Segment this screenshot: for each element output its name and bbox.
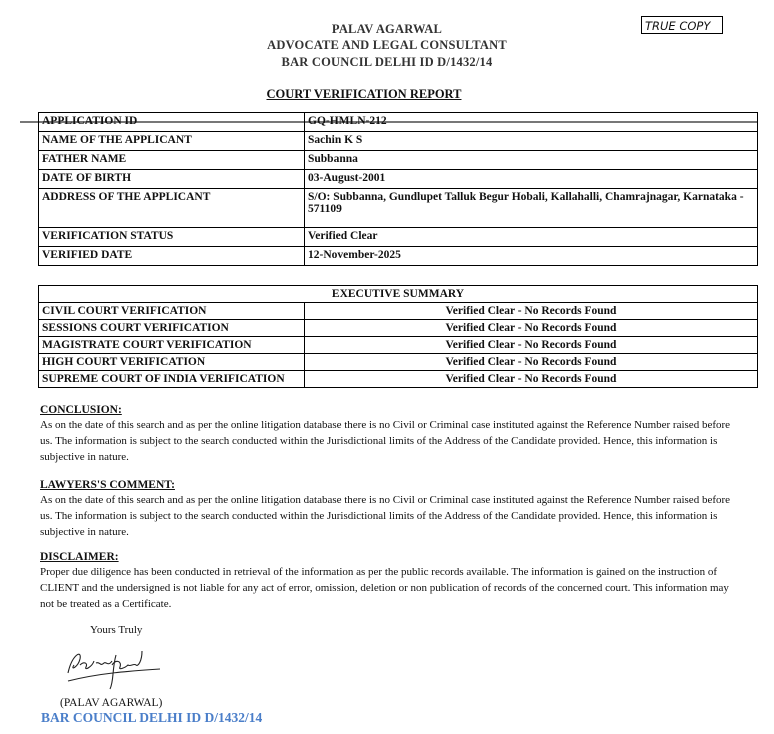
detail-value: Verified Clear xyxy=(305,228,758,247)
court-result: Verified Clear - No Records Found xyxy=(305,320,758,337)
summary-row xyxy=(39,337,758,354)
true-copy-stamp: TRUE COPY xyxy=(641,16,723,34)
detail-value: S/O: Subbanna, Gundlupet Talluk Begur Hobali, Kallahalli, Chamrajnagar, Karnataka - 571109 xyxy=(305,189,758,228)
lawyer-name: PALAV AGARWAL xyxy=(331,22,443,36)
disclaimer-section xyxy=(40,550,740,612)
lawyers-comment-section xyxy=(40,478,740,540)
detail-label: VERIFIED DATE xyxy=(39,247,305,266)
signatory-name: (PALAV AGARWAL) xyxy=(60,697,163,709)
court-result: Verified Clear - No Records Found xyxy=(305,354,758,371)
closing: Yours Truly xyxy=(90,624,143,636)
comment-heading: LAWYERS'S COMMENT: xyxy=(40,479,175,491)
summary-row xyxy=(39,371,758,388)
court-result: Verified Clear - No Records Found xyxy=(305,303,758,320)
detail-row xyxy=(39,151,758,170)
lawyer-role: ADVOCATE AND LEGAL CONSULTANT xyxy=(267,38,507,52)
detail-row xyxy=(39,247,758,266)
detail-label: ADDRESS OF THE APPLICANT xyxy=(39,189,305,228)
bar-council-id: BAR COUNCIL DELHI ID D/1432/14 xyxy=(281,55,493,69)
detail-value: 12-November-2025 xyxy=(305,247,758,266)
report-title: COURT VERIFICATION REPORT xyxy=(266,87,462,101)
executive-summary-table xyxy=(38,285,758,388)
conclusion-section xyxy=(40,403,740,465)
detail-label: DATE OF BIRTH xyxy=(39,170,305,189)
detail-value: Sachin K S xyxy=(305,132,758,151)
court-result: Verified Clear - No Records Found xyxy=(305,371,758,388)
detail-label: APPLICATION ID xyxy=(39,113,305,132)
detail-row xyxy=(39,113,758,132)
summary-row xyxy=(39,320,758,337)
detail-value: Subbanna xyxy=(305,151,758,170)
detail-label: NAME OF THE APPLICANT xyxy=(39,132,305,151)
detail-label: VERIFICATION STATUS xyxy=(39,228,305,247)
court-label: SUPREME COURT OF INDIA VERIFICATION xyxy=(39,371,305,388)
court-label: MAGISTRATE COURT VERIFICATION xyxy=(39,337,305,354)
detail-value: GQ-HMLN-212 xyxy=(305,113,758,132)
detail-row xyxy=(39,132,758,151)
summary-heading-row xyxy=(39,286,758,303)
signature xyxy=(60,645,170,695)
summary-row xyxy=(39,303,758,320)
detail-value: 03-August-2001 xyxy=(305,170,758,189)
summary-row xyxy=(39,354,758,371)
comment-text: As on the date of this search and as per the online litigation database there is no Civil or Criminal case instituted against the Reference Number raised before us. The information is subject to the search conducted within the Jurisdictional limits of the Address of the Candidate provided. Hence, this information is subjective in nature. xyxy=(40,494,731,538)
detail-row xyxy=(39,170,758,189)
detail-row xyxy=(39,228,758,247)
signatory-bar-id: BAR COUNCIL DELHI ID D/1432/14 xyxy=(41,710,263,725)
detail-label: FATHER NAME xyxy=(39,151,305,170)
disclaimer-heading: DISCLAIMER: xyxy=(40,551,119,563)
court-label: SESSIONS COURT VERIFICATION xyxy=(39,320,305,337)
summary-heading: EXECUTIVE SUMMARY xyxy=(39,286,758,303)
conclusion-text: As on the date of this search and as per the online litigation database there is no Civil or Criminal case instituted against the Reference Number raised before us. The information is subject to the search conducted within the Jurisdictional limits of the Address of the Candidate provided. Hence, this information is subjective in nature. xyxy=(40,419,731,463)
court-label: CIVIL COURT VERIFICATION xyxy=(39,303,305,320)
detail-row xyxy=(39,189,758,228)
conclusion-heading: CONCLUSION: xyxy=(40,404,122,416)
applicant-details-table xyxy=(38,112,758,266)
court-result: Verified Clear - No Records Found xyxy=(305,337,758,354)
disclaimer-text: Proper due diligence has been conducted in retrieval of the information as per the public records available. The information is gained on the instruction of CLIENT and the undersigned is not liable for any act of error, omission, deletion or non publication of records of the concerned court. This information may not be treated as a Certificate. xyxy=(40,566,729,610)
court-label: HIGH COURT VERIFICATION xyxy=(39,354,305,371)
